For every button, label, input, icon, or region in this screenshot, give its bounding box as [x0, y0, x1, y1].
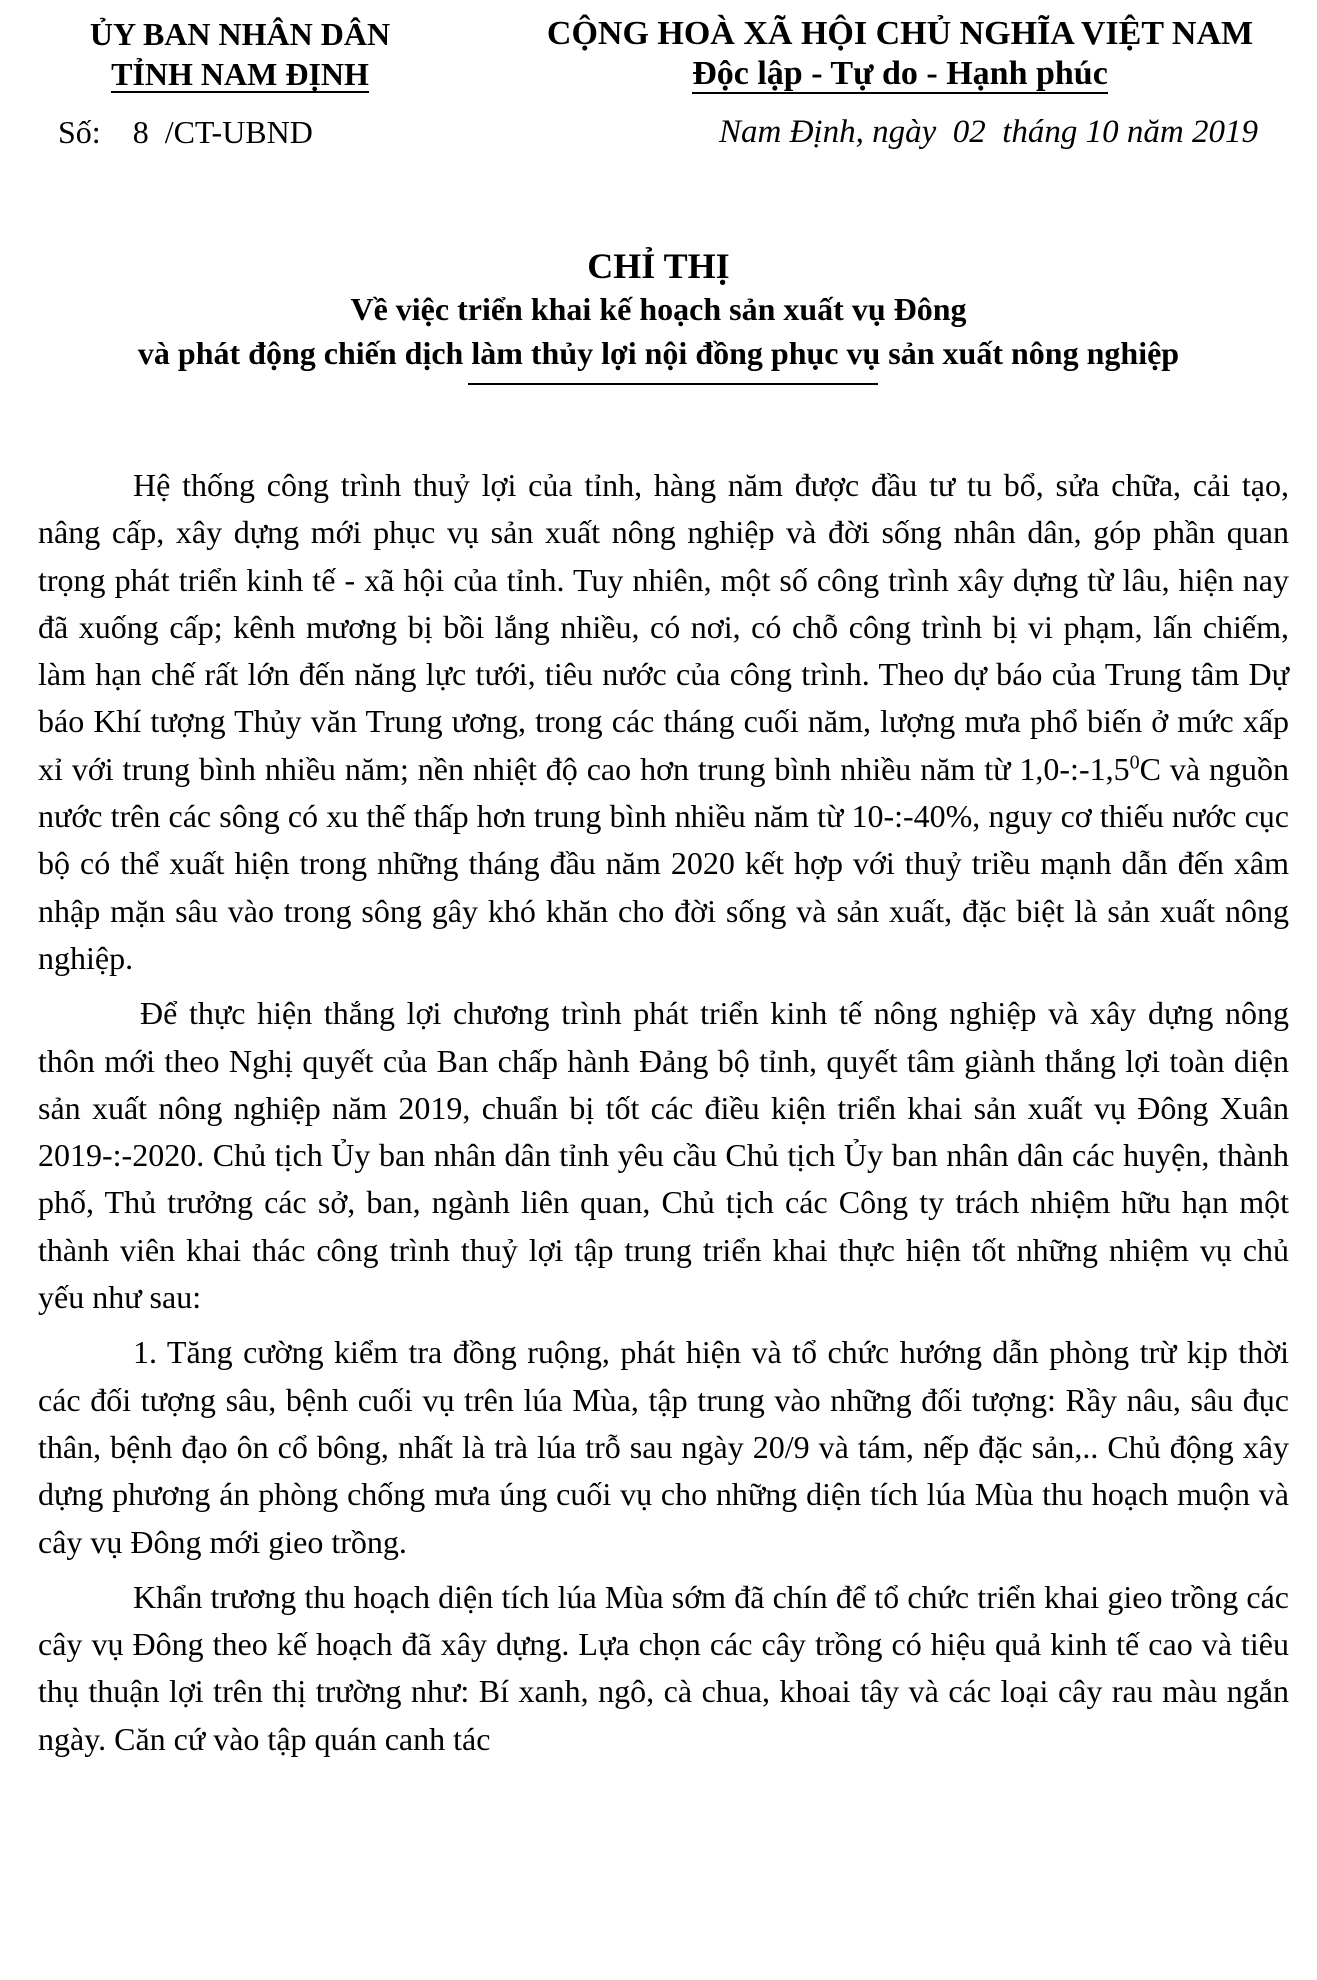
document-number: Số: 8 /CT-UBND — [58, 114, 313, 150]
paragraph-3: 1. Tăng cường kiểm tra đồng ruộng, phát hiện và tổ chức hướng dẫn phòng trừ kịp thời các đối tượng sâu, bệnh cuối vụ trên lúa Mùa, tập trung vào những đối tượng: Rầy nâu, sâu đục thân, bệnh đạo ôn cổ bông, nhất là trà lúa trỗ sau ngày 20/9 và tám, nếp đặc sản,.. Chủ động xây dựng phương án phòng chống mưa úng cuối vụ cho những diện tích lúa Mùa thu hoạch muộn và cây vụ Đông mới gieo trồng. — [38, 1334, 1289, 1560]
paragraph-4: Khẩn trương thu hoạch diện tích lúa Mùa sớm đã chín để tổ chức triển khai gieo trồng các cây vụ Đông theo kế hoạch đã xây dựng. Lựa chọn các cây trồng có hiệu quả kinh tế cao và tiêu thụ thuận lợi trên thị trường như: Bí xanh, ngô, cà chua, khoai tây và các loại cây rau màu ngắn ngày. Căn cứ vào tập quán canh tác — [38, 1578, 1289, 1757]
paragraph-2: Để thực hiện thắng lợi chương trình phát triển kinh tế nông nghiệp và xây dựng nông thôn mới theo Nghị quyết của Ban chấp hành Đảng bộ tỉnh, quyết tâm giành thắng lợi toàn diện sản xuất nông nghiệp năm 2019, chuẩn bị tốt các điều kiện triển khai sản xuất vụ Đông Xuân 2019-:-2020. Chủ tịch Ủy ban nhân dân tỉnh yêu cầu Chủ tịch Ủy ban nhân dân các huyện, thành phố, Thủ trưởng các sở, ban, ngành liên quan, Chủ tịch các Công ty trách nhiệm hữu hạn một thành viên khai thác công trình thuỷ lợi tập trung triển khai thực hiện tốt những nhiệm vụ chủ yếu như sau: — [38, 995, 1289, 1316]
document-type: CHỈ THỊ — [587, 246, 730, 286]
issuing-agency — [40, 14, 440, 94]
paragraph-1: Hệ thống công trình thuỷ lợi của tỉnh, hàng năm được đầu tư tu bổ, sửa chữa, cải tạo, nâng cấp, xây dựng mới phục vụ sản xuất nông nghiệp và đời sống nhân dân, góp phần quan trọng phát triển kinh tế - xã hội của tỉnh. Tuy nhiên, một số công trình xây dựng từ lâu, hiện nay đã xuống cấp; kênh mương bị bồi lắng nhiều, có nơi, có chỗ công trình bị vi phạm, lấn chiếm, làm hạn chế rất lớn đến năng lực tưới, tiêu nước của công trình. Theo dự báo của Trung tâm Dự báo Khí tượng Thủy văn Trung ương, trong các tháng cuối năm, lượng mưa phổ biến ở mức xấp xỉ với trung bình nhiều năm; nền nhiệt độ cao hơn trung bình nhiều năm từ $1,0-:-1,5^0C$ và nguồn nước trên các sông có xu thế thấp hơn trung bình nhiều năm từ 10-:-40%, nguy cơ thiếu nước cục bộ có thể xuất hiện trong những tháng đầu năm 2020 kết hợp với thuỷ triều mạnh dẫn đến xâm nhập mặn sâu vào trong sông gây khó khăn cho đời sống và sản xuất, đặc biệt là sản xuất nông nghiệp. — [38, 467, 1290, 976]
subject-line-2: và phát động chiến dịch làm thủy lợi nội đồng phục vụ sản xuất nông nghiệp — [137, 335, 1180, 371]
degree-superscript: 0 — [1129, 751, 1140, 774]
subject-line-1: Về việc triển khai kế hoạch sản xuất vụ Đông — [350, 291, 967, 327]
national-heading — [520, 14, 1280, 94]
agency-name: ỦY BAN NHÂN DÂN — [89, 16, 391, 52]
agency-province: TỈNH NAM ĐỊNH — [111, 56, 369, 92]
place-and-date: Nam Định, ngày 02 tháng 10 năm 2019 — [719, 114, 1258, 150]
title-divider — [468, 383, 878, 385]
document-title — [40, 245, 1277, 375]
document-body — [38, 462, 1289, 1771]
republic-name: CỘNG HOÀ XÃ HỘI CHỦ NGHĨA VIỆT NAM — [546, 15, 1254, 52]
national-motto: Độc lập - Tự do - Hạnh phúc — [692, 55, 1108, 92]
